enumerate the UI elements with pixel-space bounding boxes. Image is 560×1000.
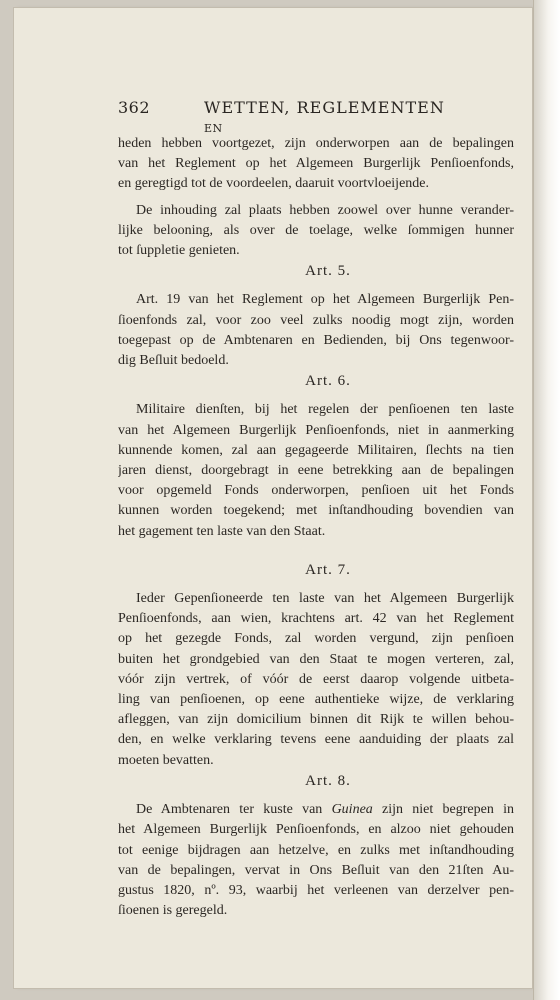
text-segment: zijn niet begrepen in (372, 802, 514, 818)
place-name-guinea: Guinea (331, 802, 373, 818)
text-line: tot ſuppletie genieten. (118, 243, 240, 259)
text-line: Ieder Gepenſioneerde ten laste van het Algemeen Burgerlijk (136, 591, 514, 607)
text-line: toegepast op de Ambtenaren en Bedienden, bij Ons tegenwoor- (118, 332, 514, 348)
article-heading-6: Art. 6. (305, 373, 351, 390)
text-line: voor opgemeld Fonds onderworpen, penſioen uit het Fonds (118, 483, 514, 499)
running-title-main: WETTEN, REGLEMENTEN (204, 98, 445, 117)
paragraph-art-7 (118, 589, 514, 771)
text-line: Militaire dienſten, bij het regelen der penſioenen ten laste (136, 402, 514, 418)
paragraph-art-8 (118, 800, 514, 921)
article-heading-5: Art. 5. (305, 263, 351, 280)
text-line: ling van penſioenen, op eene authentieke wijze, de verklaring (118, 692, 514, 708)
text-line: kunnende komen, zal aan gegageerde Militairen, ſlechts na tien (118, 442, 514, 458)
text-line: jaren dienst, doorgebragt in eene betrekking aan de bepalingen (118, 463, 514, 479)
text-line: den, en welke verklaring tevens eene aanduiding der plaats zal (118, 732, 514, 748)
text-line: ſioenen is geregeld. (118, 903, 228, 919)
running-title (204, 98, 448, 136)
text-line (118, 800, 514, 820)
text-line: Art. 19 van het Reglement op het Algemeen Burgerlijk Pen- (136, 292, 514, 308)
paragraph-art-5 (118, 290, 514, 371)
text-line: De inhouding zal plaats hebben zoowel over hunne verander- (136, 202, 514, 218)
page-body (118, 134, 514, 921)
text-line: lijke belooning, als over de toelage, welke ſommigen hunner (118, 222, 514, 238)
paragraph-continuation (118, 134, 514, 195)
running-title-suffix: EN (204, 122, 223, 135)
text-line: buiten het grondgebied van den Staat te mogen verteren, zal, (118, 651, 514, 667)
text-segment: De Ambtenaren ter kuste van (136, 802, 332, 818)
paragraph-inhouding (118, 201, 514, 262)
text-line: gustus 1820, nº. 93, waarbij het verleenen van derzelver pen- (118, 882, 514, 898)
text-line: moeten bevatten. (118, 752, 214, 768)
text-line: het Algemeen Burgerlijk Penſioenfonds, en alzoo niet gehouden (118, 822, 514, 838)
text-line: het gagement ten laste van den Staat. (118, 523, 326, 539)
page-number: 362 (118, 98, 151, 117)
book-gutter (533, 0, 560, 1000)
text-line: heden hebben voortgezet, zijn onderworpen aan de bepalingen (118, 136, 514, 151)
text-line: van de bepalingen, vervat in Ons Beſluit van den 21ſten Au- (118, 862, 514, 878)
text-line: afleggen, van zijn domicilium binnen dit Rijk te willen behou- (118, 712, 514, 728)
paragraph-art-6 (118, 400, 514, 541)
text-line: kunnen worden toegekend; met inſtandhouding bovendien van (118, 503, 514, 519)
running-header (118, 98, 448, 135)
article-heading-8: Art. 8. (305, 772, 351, 789)
text-line: van het Reglement op het Algemeen Burgerlijk Penſioenfonds, (118, 156, 514, 172)
text-line: ſioenfonds zal, voor zoo veel zulks noodig mogt zijn, worden (118, 312, 514, 328)
text-line: vóór zijn vertrek, of vóór de eerst daarop volgende uitbeta- (118, 671, 514, 687)
text-line: van het Algemeen Burgerlijk Penſioenfonds, niet in aanmerking (118, 422, 514, 438)
text-line: Penſioenfonds, aan wien, krachtens art. 42 van het Reglement (118, 611, 514, 627)
text-line: op het gezegde Fonds, zal worden vergund, zijn penſioen (118, 631, 514, 647)
article-heading-7: Art. 7. (305, 561, 351, 578)
text-line: tot eenige bijdragen aan hetzelve, en zulks met inſtandhouding (118, 842, 514, 858)
text-line: en geregtigd tot de voordeelen, daaruit voortvloeijende. (118, 176, 430, 192)
text-line: dig Beſluit bedoeld. (118, 353, 229, 369)
